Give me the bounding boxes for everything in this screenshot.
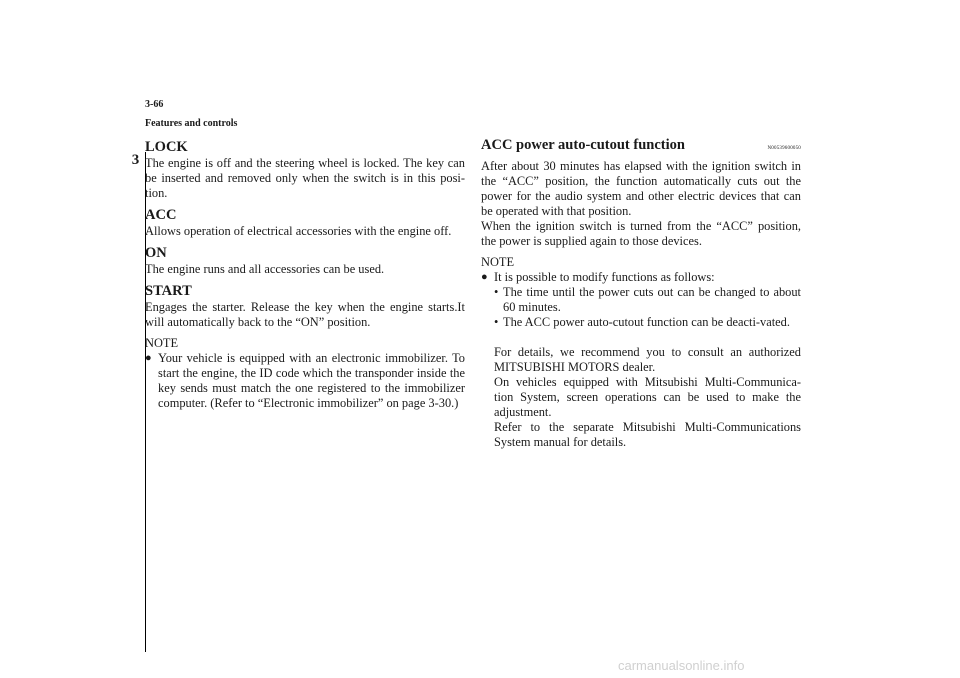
page-number: 3-66 bbox=[145, 99, 164, 110]
dealer-text: For details, we recommend you to consult an authorized MITSUBISHI MOTORS dealer. bbox=[494, 345, 801, 374]
lock-text: The engine is off and the steering wheel is locked. The key can be inserted and removed only when the switch is in this posi-tion. bbox=[145, 156, 465, 200]
note-label: NOTE bbox=[145, 336, 179, 350]
bullet-icon: ● bbox=[145, 352, 152, 364]
lock-heading: LOCK bbox=[145, 139, 188, 155]
acc-text: Allows operation of electrical accessories with the engine off. bbox=[145, 224, 452, 238]
note-label: NOTE bbox=[481, 255, 515, 269]
sub-item-text: The time until the power cuts out can be changed to about 60 minutes. bbox=[503, 285, 801, 314]
chapter-tab-rule bbox=[126, 152, 146, 652]
acc-heading: ACC bbox=[145, 207, 177, 223]
mmcs-text: On vehicles equipped with Mitsubishi Multi-Communica-tion System, screen operations can be used to make the adjustment. bbox=[494, 375, 801, 419]
auto-cutout-para-2: When the ignition switch is turned from the “ACC” position, the power is supplied again to those devices. bbox=[481, 219, 801, 248]
note-sub-item bbox=[494, 315, 801, 330]
bullet-dot-icon: • bbox=[494, 315, 499, 329]
watermark: carmanualsonline.info bbox=[618, 658, 745, 673]
section-code: N00539600050 bbox=[767, 146, 801, 151]
refer-text: Refer to the separate Mitsubishi Multi-Communications System manual for details. bbox=[494, 420, 801, 449]
note-item bbox=[145, 351, 465, 411]
start-heading: START bbox=[145, 283, 192, 299]
bullet-icon: ● bbox=[481, 271, 488, 283]
right-column bbox=[481, 133, 801, 450]
note-item bbox=[481, 270, 801, 450]
acc-auto-cutout-title: ACC power auto-cutout function bbox=[481, 137, 685, 153]
note-sub-item bbox=[494, 285, 801, 315]
auto-cutout-para-1: After about 30 minutes has elapsed with the ignition switch in the “ACC” position, the function automatically cuts out the power for the audio system and other electric devices that can be operated with that position. bbox=[481, 159, 801, 218]
section-title: Features and controls bbox=[145, 118, 238, 129]
on-heading: ON bbox=[145, 245, 167, 261]
sub-item-text: The ACC power auto-cutout function can be deacti-vated. bbox=[503, 315, 790, 329]
note-intro: It is possible to modify functions as follows: bbox=[494, 270, 715, 284]
chapter-number: 3 bbox=[131, 152, 140, 168]
on-text: The engine runs and all accessories can be used. bbox=[145, 262, 385, 276]
left-column bbox=[145, 133, 465, 411]
start-text: Engages the starter. Release the key when the engine starts.It will automatically back to the “ON” position. bbox=[145, 300, 465, 329]
bullet-dot-icon: • bbox=[494, 285, 499, 299]
acc-auto-cutout-heading bbox=[481, 137, 801, 157]
note-text: Your vehicle is equipped with an electronic immobilizer. To start the engine, the ID code which the transponder inside the key sends must match the one registered to the immobilizer computer. (Refer to “Electronic immobilizer” on page 3-30.) bbox=[158, 351, 465, 410]
